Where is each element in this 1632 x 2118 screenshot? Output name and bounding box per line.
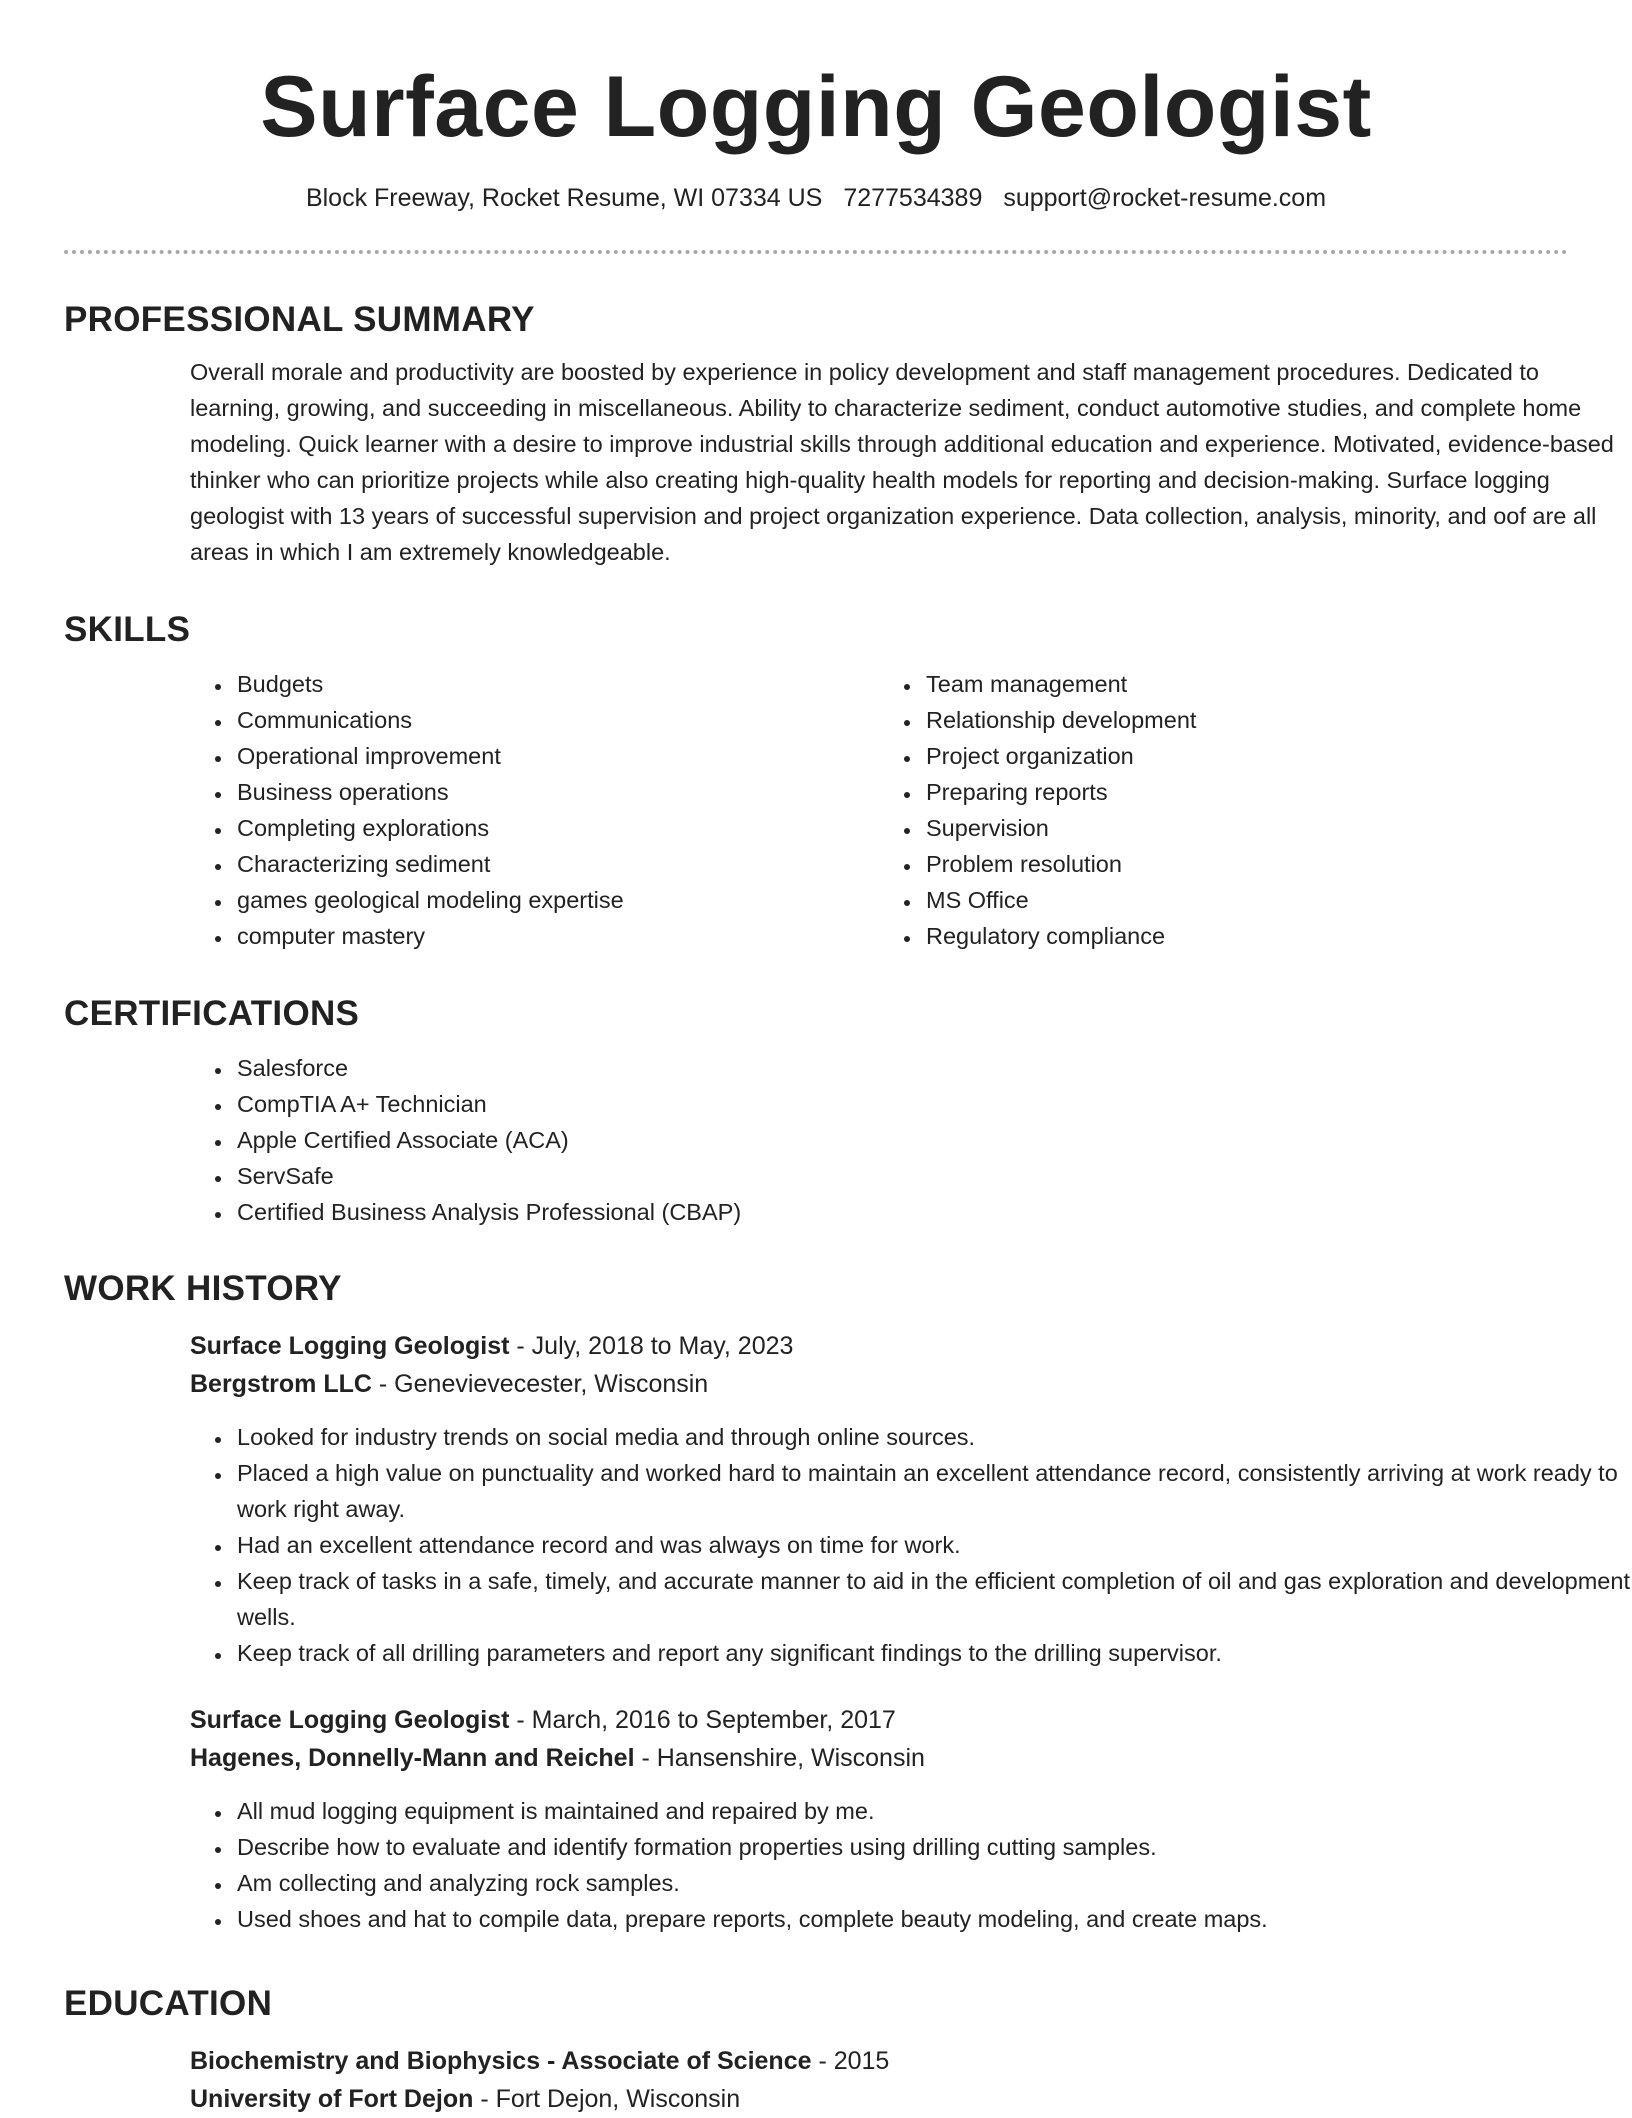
job-company: Bergstrom LLC (190, 1370, 372, 1398)
skill-item: • Communications (233, 702, 879, 738)
skill-item: • Operational improvement (233, 738, 879, 774)
job-title-line (190, 1701, 1568, 1739)
skill-item: • Project organization (922, 738, 1568, 774)
skill-item: • Budgets (233, 666, 879, 702)
skill-item: • Regulatory compliance (922, 918, 1568, 954)
job-bullet: • Am collecting and analyzing rock samples. (233, 1865, 1632, 1901)
job-bullet: • Used shoes and hat to compile data, prepare reports, complete beauty modeling, and create maps. (233, 1901, 1632, 1937)
education-section (64, 1982, 1568, 2118)
job-company: Hagenes, Donnelly-Mann and Reichel (190, 1744, 635, 1772)
skill-item: • games geological modeling expertise (233, 882, 879, 918)
job-role: Surface Logging Geologist (190, 1706, 510, 1734)
skill-item: • Completing explorations (233, 810, 879, 846)
contact-line (0, 180, 1632, 216)
skill-item: • Preparing reports (922, 774, 1568, 810)
job-bullet: • Looked for industry trends on social media and through online sources. (233, 1419, 1632, 1455)
work-history-section (64, 1267, 1630, 1937)
skill-item: • Problem resolution (922, 846, 1568, 882)
work-history-title: WORK HISTORY (64, 1269, 342, 1308)
education-school: University of Fort Dejon (190, 2085, 474, 2113)
job-location: - Hansenshire, Wisconsin (634, 1744, 925, 1772)
education-degree-line (190, 2042, 1568, 2080)
education-school-line (190, 2080, 1568, 2118)
job-bullets (64, 1419, 1632, 1671)
job-entry (64, 1327, 1630, 1671)
certification-item: • Apple Certified Associate (ACA) (233, 1122, 1568, 1158)
education-degree: Biochemistry and Biophysics - Associate of Science (190, 2047, 812, 2075)
certifications-title: CERTIFICATIONS (64, 994, 360, 1033)
certification-item: • Certified Business Analysis Professional (CBAP) (233, 1194, 1568, 1230)
job-role: Surface Logging Geologist (190, 1332, 510, 1360)
skills-title: SKILLS (64, 610, 191, 649)
skills-list-left (64, 666, 879, 954)
education-title: EDUCATION (64, 1984, 273, 2023)
certification-item: • ServSafe (233, 1158, 1568, 1194)
skill-item: • Business operations (233, 774, 879, 810)
summary-title: PROFESSIONAL SUMMARY (64, 300, 535, 339)
skill-item: • computer mastery (233, 918, 879, 954)
job-bullet: • Keep track of tasks in a safe, timely, and accurate manner to aid in the efficient completion of oil and gas exploration and development wells. (233, 1563, 1632, 1635)
contact-phone: 7277534389 (843, 184, 983, 212)
job-dates: - March, 2016 to September, 2017 (509, 1706, 896, 1734)
skills-columns (64, 652, 1568, 954)
job-bullet: • Describe how to evaluate and identify formation properties using drilling cutting samples. (233, 1829, 1632, 1865)
skill-item: • Supervision (922, 810, 1568, 846)
job-title-line (190, 1327, 1568, 1365)
job-dates: - July, 2018 to May, 2023 (509, 1332, 794, 1360)
job-bullet: • Had an excellent attendance record and was always on time for work. (233, 1527, 1632, 1563)
contact-email: support@rocket-resume.com (1003, 184, 1327, 212)
certification-item: • Salesforce (233, 1050, 1568, 1086)
contact-address: Block Freeway, Rocket Resume, WI 07334 US (305, 184, 823, 212)
resume-name: Surface Logging Geologist (260, 59, 1372, 155)
education-location: - Fort Dejon, Wisconsin (473, 2085, 741, 2113)
certifications-section (64, 992, 1568, 1230)
skill-item: • Relationship development (922, 702, 1568, 738)
skills-list-right (879, 666, 1568, 954)
job-bullet: • Keep track of all drilling parameters and report any significant findings to the drilling supervisor. (233, 1635, 1632, 1671)
skill-item: • Team management (922, 666, 1568, 702)
education-entry (64, 2042, 1568, 2118)
skills-section (64, 608, 1568, 954)
skill-item: • Characterizing sediment (233, 846, 879, 882)
job-bullet: • Placed a high value on punctuality and worked hard to maintain an excellent attendance record, consistently arriving at work ready to work right away. (233, 1455, 1632, 1527)
summary-text: Overall morale and productivity are boosted by experience in policy development and staff management procedures. Dedicated to learning, growing, and succeeding in miscellaneous. Ability to characterize sediment, conduct automotive studies, and complete home modeling. Quick learner with a desire to improve industrial skills through additional education and experience. Motivated, evidence-based thinker who can prioritize projects while also creating high-quality health models for reporting and decision-making. Surface logging geologist with 13 years of successful supervision and project organization experience. Data collection, analysis, minority, and oof are all areas in which I am extremely knowledgeable. (190, 359, 1614, 565)
job-entry (64, 1701, 1568, 1937)
skill-item: • MS Office (922, 882, 1568, 918)
job-bullet: • All mud logging equipment is maintained and repaired by me. (233, 1793, 1632, 1829)
job-location: - Genevievecester, Wisconsin (371, 1370, 709, 1398)
summary-section (64, 298, 1614, 570)
certifications-list (64, 1050, 1568, 1230)
job-company-line (190, 1365, 1568, 1403)
job-bullets (64, 1793, 1632, 1937)
header-divider (64, 250, 1568, 254)
education-year: - 2015 (811, 2047, 890, 2075)
job-company-line (190, 1739, 1568, 1777)
certification-item: • CompTIA A+ Technician (233, 1086, 1568, 1122)
